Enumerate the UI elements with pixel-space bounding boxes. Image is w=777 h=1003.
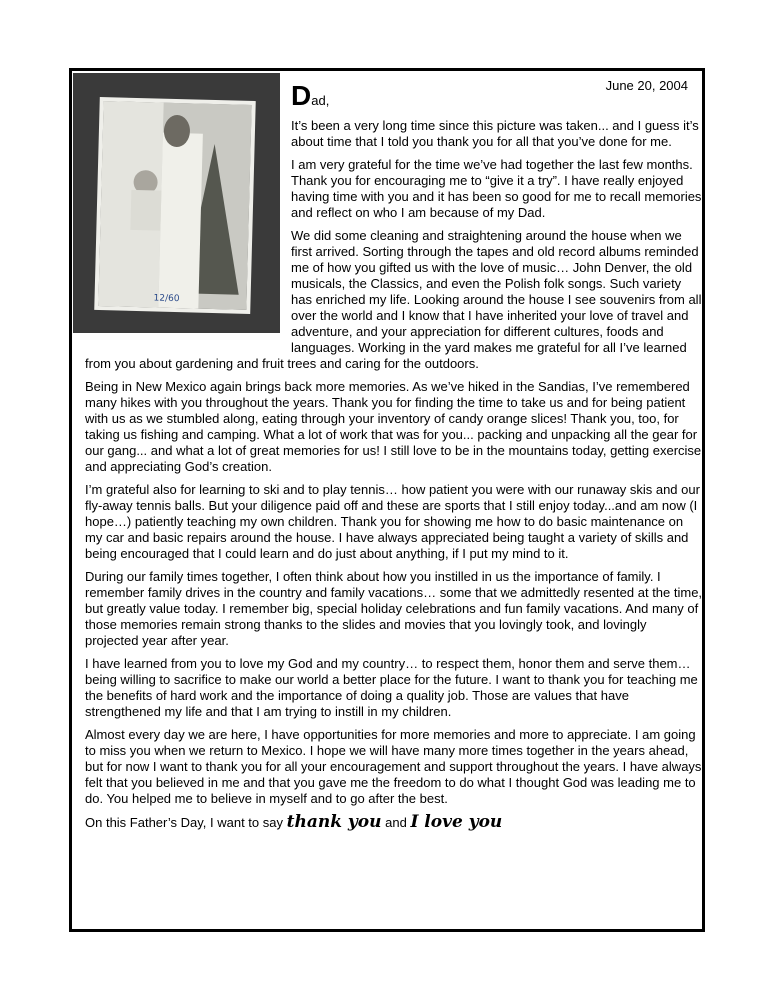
letter-date: June 20, 2004 [605, 78, 688, 93]
closing-thanks: thank you [286, 812, 382, 832]
letter-body [85, 80, 703, 838]
salutation-initial: D [291, 80, 312, 111]
paragraph-2: I am very grateful for the time we’ve had together the last few months. Thank you for encouraging me to “give it a try”. I have really enjoyed having time with you and it has been so good for me to recall memories and reflect on who I am because of my Dad. [291, 157, 702, 220]
paragraph-1: It’s been a very long time since this picture was taken... and I guess it’s about time that I told you thank you for all that you’ve done for me. [291, 118, 699, 149]
paragraph-5: I’m grateful also for learning to ski and to play tennis… how patient you were with our runaway skis and our fly-away tennis balls. But your diligence paid off and these are sports that I still enjoy today...and am now (I hope…) patiently teaching my own children. Thank you for showing me how to do basic maintenance on my car and basic repairs around the house. I have always appreciated being taught a variety of skills and being encouraged that I could learn and do just about anything, if I put my mind to it. [85, 482, 700, 561]
paragraph-6: During our family times together, I often think about how you instilled in us the importance of family. I remember family drives in the country and family vacations… some that we admittedly resented at the time, but greatly value today. I remember big, special holiday celebrations and fun family vacations. And many of those memories remain strong thanks to the slides and movies that you lovingly took, and lovingly projected year after year. [85, 569, 703, 648]
paragraph-8: Almost every day we are here, I have opportunities for more memories and more to appreciate. I am going to miss you when we return to Mexico. I hope we will have many more times together in the years ahead, but for now I want to thank you for all your encouragement and support throughout the years. I have always felt that you believed in me and that you gave me the freedom to do what I thought God was leading me to do. You helped me to believe in myself and to go after the best. [85, 727, 702, 806]
photo-caption: 12/60 [153, 293, 180, 305]
salutation-rest: ad, [311, 93, 330, 108]
paragraph-4: Being in New Mexico again brings back more memories. As we’ve hiked in the Sandias, I’ve remembered many hikes with you throughout the years. Thank you for finding the time to take us and for being patient with us as we stumbled along, eating through your inventory of candy orange slices! Thank you, too, for taking us fishing and camping. What a lot of work that was for you... packing and unpacking all the gear for our gang... and what a lot of great memories for us! I still love to be in the mountains today, getting exercise and appreciating God’s creation. [85, 379, 702, 474]
closing-prefix: On this Father’s Day, I want to say [85, 815, 283, 830]
closing-and: and [385, 815, 407, 830]
closing-love: I love you [410, 812, 503, 832]
closing-line [85, 814, 703, 831]
paragraph-3: We did some cleaning and straightening around the house when we first arrived. Sorting through the tapes and old record albums reminded me of how you gifted us with the love of music… John Denver, the old musicals, the Classics, and even the Polish folk songs. Such variety has enriched my life. Looking around the house I see souvenirs from all over the world and I know that I have inherited your love of travel and adventure, and your appreciation for different cultures, foods and languages. Working in the yard makes me grateful for all I’ve learned from you about gardening and fruit trees and caring for the outdoors. [85, 228, 702, 371]
paragraph-7: I have learned from you to love my God and my country… to respect them, honor them and serve them… being willing to sacrifice to make our world a better place for the future. I want to thank you for teaching me the benefits of hard work and the importance of doing a quality job. Those are values that have strengthened my life and that I am trying to instill in my children. [85, 656, 698, 719]
